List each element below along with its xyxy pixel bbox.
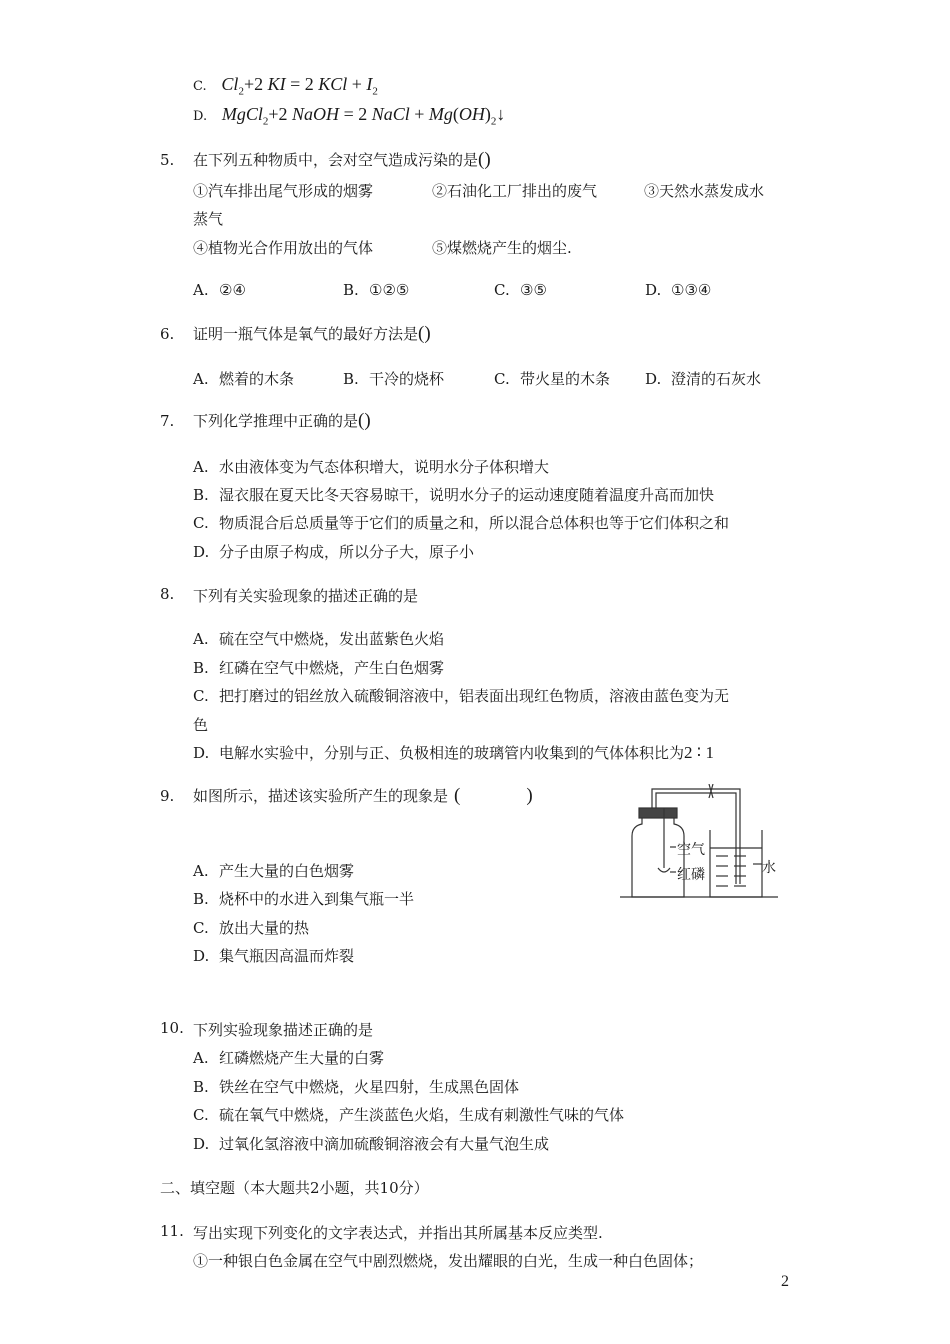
equation-d: MgCl$_2$+2 NaOH = 2 NaCl + $Mg(OH)_2↓$ <box>221 104 506 128</box>
q5-option-a: A. ②④ <box>193 281 246 299</box>
q5-item-1: ①汽车排出尾气形成的烟雾 <box>193 182 374 200</box>
section-title: 二、填空题（本大题共2小题，共10分） <box>160 1179 429 1197</box>
q11-stem: 写出实现下列变化的文字表达式，并指出其所属基本反应类型. <box>193 1224 603 1242</box>
q6-option-d: D. 澄清的石灰水 <box>645 370 762 388</box>
q9-option-a: A. 产生大量的白色烟雾 <box>193 862 355 880</box>
q6-option-a: A. 燃着的木条 <box>193 370 295 388</box>
q5-item-3: ③天然水蒸发成水 <box>644 182 765 200</box>
q10-option-b: B. 铁丝在空气中燃烧，火星四射，生成黑色固体 <box>193 1078 520 1096</box>
q5-option-d: D. ①③④ <box>645 281 712 299</box>
q5-item-4: ④植物光合作用放出的气体 <box>193 239 374 257</box>
q6-option-c: C. 带火星的木条 <box>494 370 611 388</box>
figure-label-air: 空气 <box>677 842 705 858</box>
q5-option-c: C. ③⑤ <box>494 281 547 299</box>
page-number: 2 <box>781 1273 789 1290</box>
q9-stem: 如图所示，描述该实验所产生的现象是 ( ) <box>193 785 533 806</box>
figure-label-phosphorus: 红磷 <box>677 867 705 883</box>
q11-number: 11. <box>160 1222 184 1240</box>
q9-option-d: D. 集气瓶因高温而炸裂 <box>193 947 355 965</box>
q9-number: 9. <box>160 787 175 805</box>
q8-option-c: C. 把打磨过的铝丝放入硫酸铜溶液中，铝表面出现红色物质，溶液由蓝色变为无 <box>193 687 730 705</box>
q8-stem: 下列有关实验现象的描述正确的是 <box>193 587 419 605</box>
q6-number: 6. <box>160 325 175 343</box>
q9-option-c: C. 放出大量的热 <box>193 919 310 937</box>
equation-c: $Cl_2+2$ KI = 2 KCl + $I_2$ <box>221 74 378 98</box>
q7-stem: 下列化学推理中正确的是() <box>193 410 371 431</box>
q6-stem: 证明一瓶气体是氧气的最好方法是() <box>193 323 431 344</box>
q10-option-a: A. 红磷燃烧产生大量的白雾 <box>193 1049 385 1067</box>
q10-option-d: D. 过氧化氢溶液中滴加硫酸铜溶液会有大量气泡生成 <box>193 1135 550 1153</box>
q10-option-c: C. 硫在氧气中燃烧，产生淡蓝色火焰，生成有刺激性气味的气体 <box>193 1106 625 1124</box>
ratio: 2 ∶ 1 <box>684 743 714 762</box>
figure-label-water: 水 <box>762 860 776 876</box>
q4-option-c <box>193 74 378 98</box>
q8-option-c-wrap: 色 <box>193 716 209 734</box>
q5-item-3-wrap: 蒸气 <box>193 210 224 228</box>
q10-number: 10. <box>160 1019 184 1037</box>
q5-item-2: ②石油化工厂排出的废气 <box>432 182 598 200</box>
q6-option-b: B. 干冷的烧杯 <box>343 370 445 388</box>
q8-option-d: D. 电解水实验中，分别与正、负极相连的玻璃管内收集到的气体体积比为2 ∶ 1 <box>193 743 714 762</box>
clamp <box>709 784 713 798</box>
stopper <box>639 808 677 818</box>
q5-item-5: ⑤煤燃烧产生的烟尘. <box>432 239 572 257</box>
q7-number: 7. <box>160 412 175 430</box>
q10-stem: 下列实验现象描述正确的是 <box>193 1021 374 1039</box>
q7-option-b: B. 湿衣服在夏天比冬天容易晾干，说明水分子的运动速度随着温度升高而加快 <box>193 486 715 504</box>
q11-sub1: ①一种银白色金属在空气中剧烈燃烧，发出耀眼的白光，生成一种白色固体； <box>193 1252 704 1270</box>
q7-option-d: D. 分子由原子构成，所以分子大，原子小 <box>193 543 475 561</box>
q8-option-a: A. 硫在空气中燃烧，发出蓝紫色火焰 <box>193 630 445 648</box>
option-label: D. <box>193 109 208 124</box>
option-label: C. <box>193 79 207 94</box>
q7-option-a: A. 水由液体变为气态体积增大，说明水分子体积增大 <box>193 458 550 476</box>
q5-stem: 在下列五种物质中，会对空气造成污染的是() <box>193 149 491 170</box>
q8-number: 8. <box>160 585 175 603</box>
q5-number: 5. <box>160 151 175 169</box>
q8-option-b: B. 红磷在空气中燃烧，产生白色烟雾 <box>193 659 445 677</box>
q5-option-b: B. ①②⑤ <box>343 281 410 299</box>
q9-option-b: B. 烧杯中的水进入到集气瓶一半 <box>193 890 415 908</box>
q7-option-c: C. 物质混合后总质量等于它们的质量之和，所以混合总体积也等于它们体积之和 <box>193 514 730 532</box>
q4-option-d <box>193 104 505 128</box>
